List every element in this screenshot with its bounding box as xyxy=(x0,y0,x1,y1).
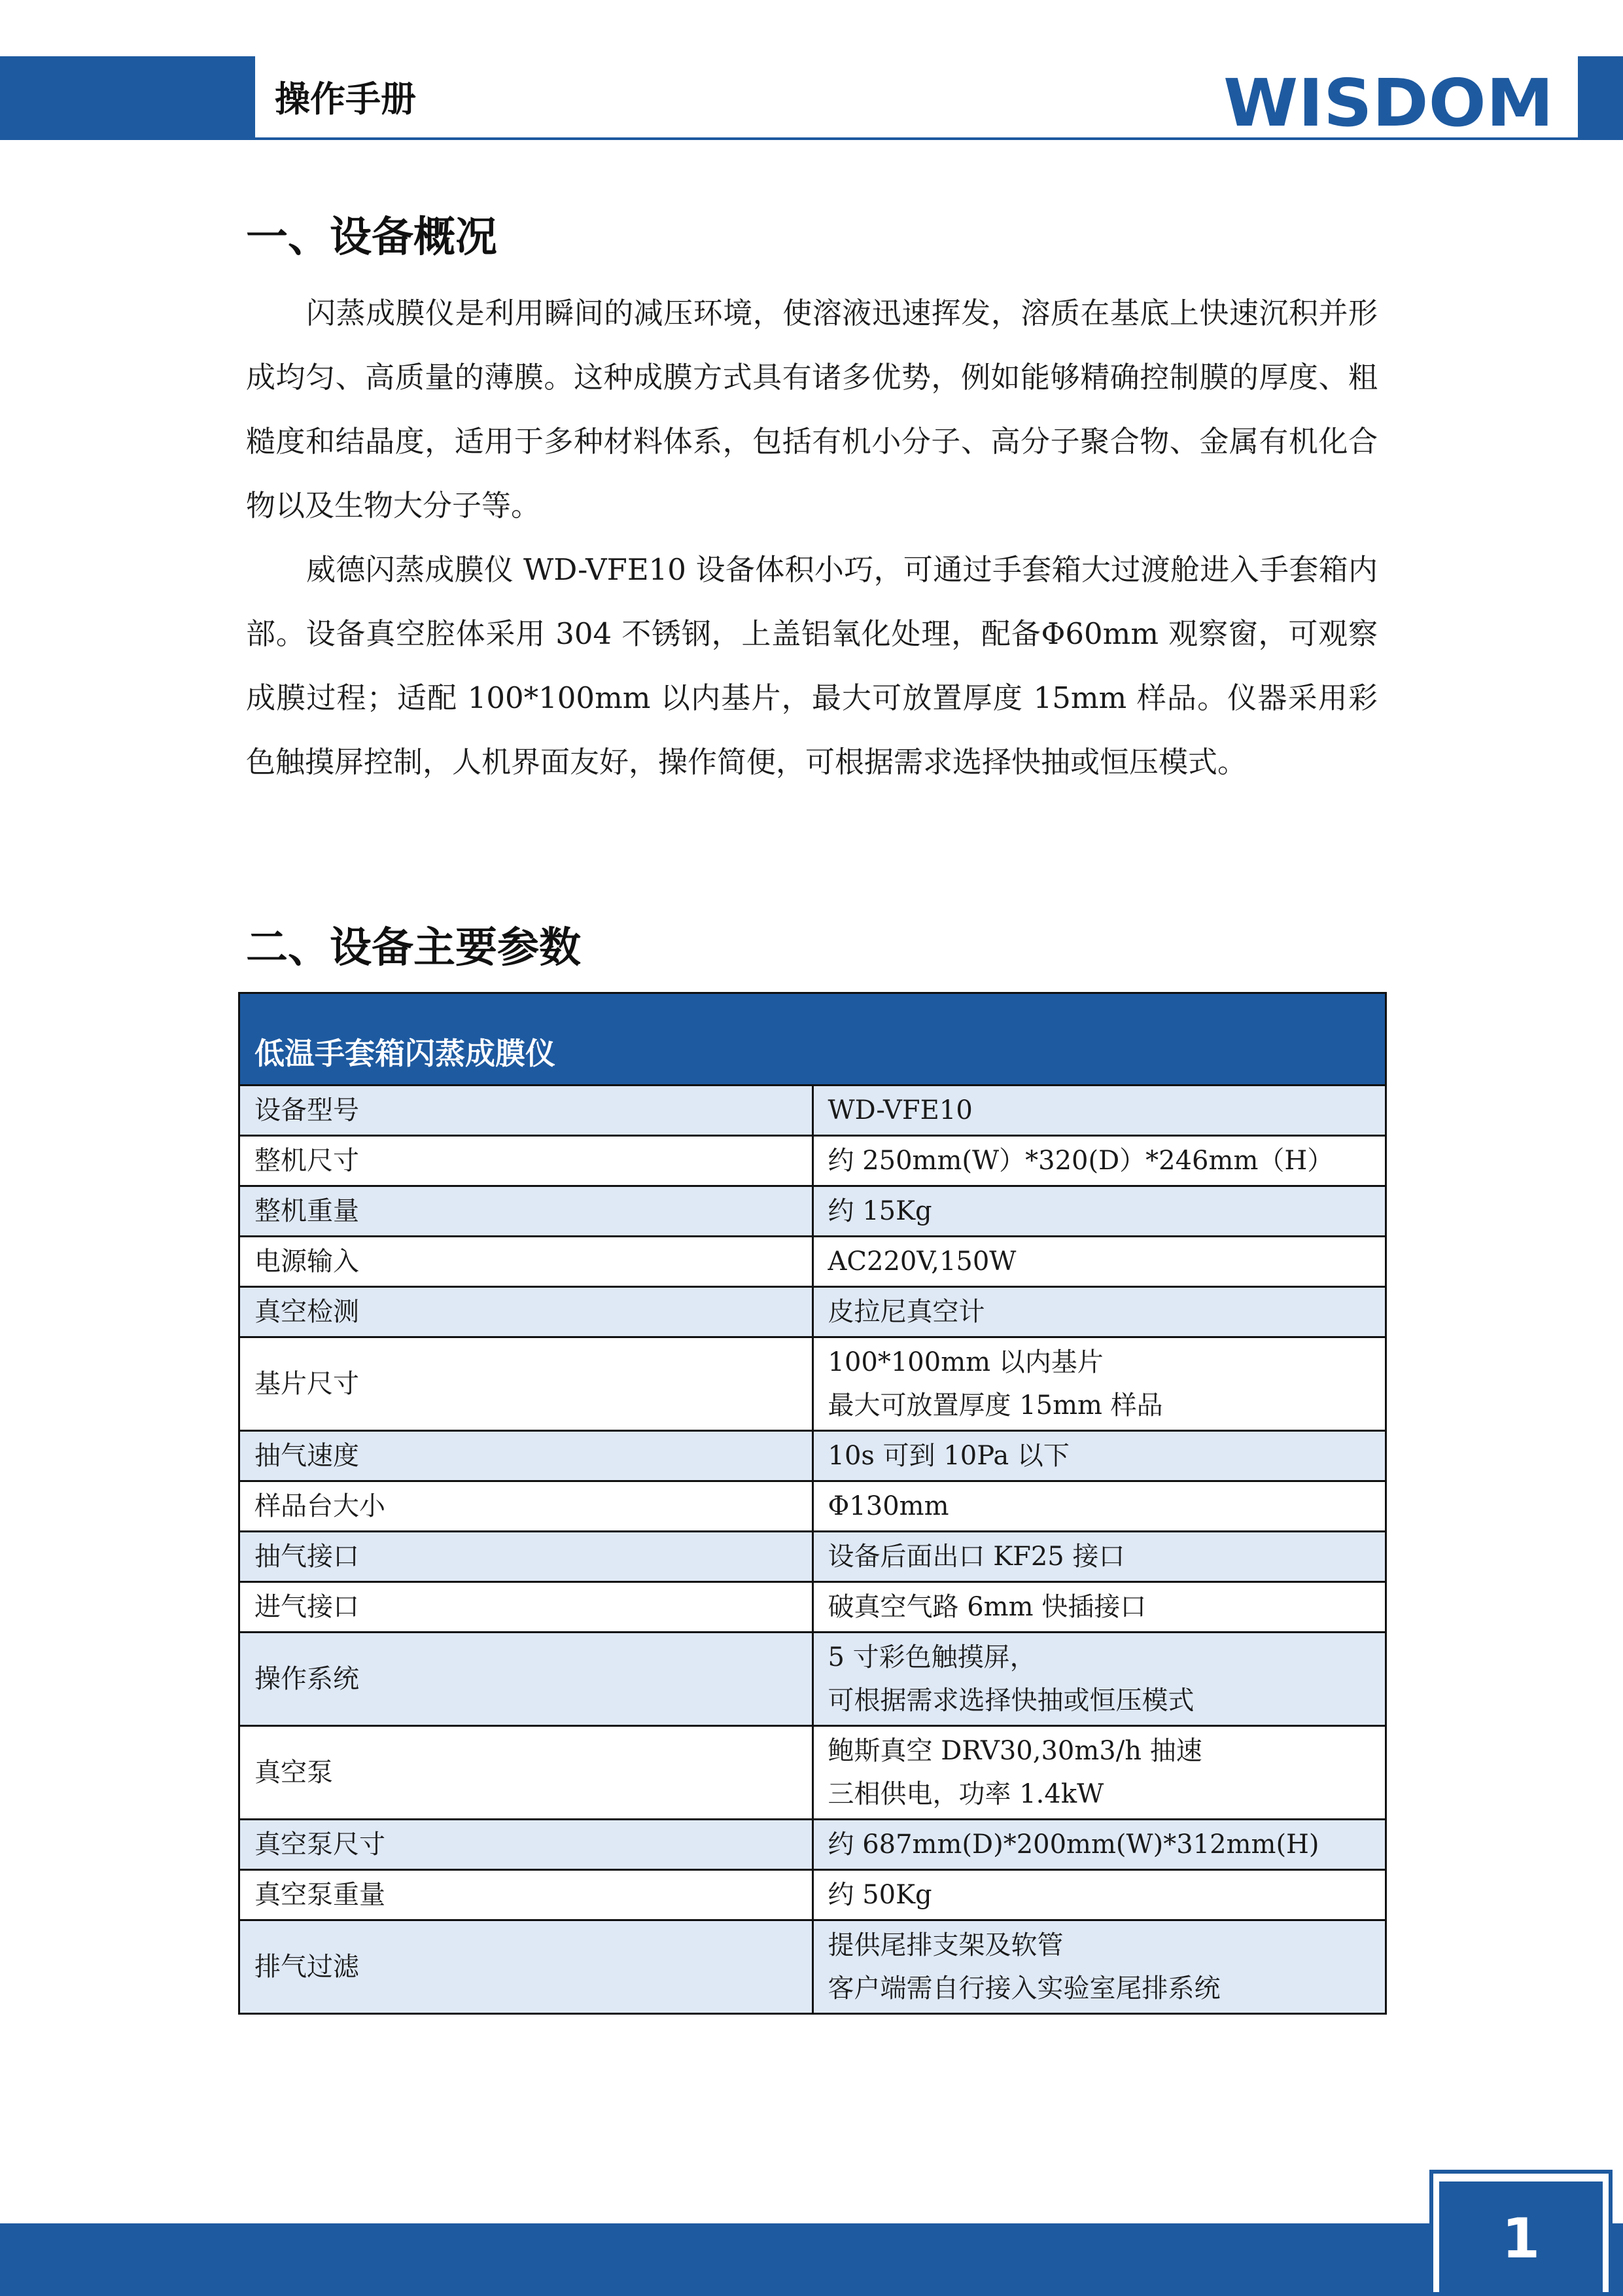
spec-value xyxy=(812,1870,1386,1920)
spec-value-line: 破真空气路 6mm 快插接口 xyxy=(828,1592,1147,1622)
spec-table-header-row xyxy=(239,993,1386,1086)
table-row xyxy=(239,1337,1386,1431)
spec-value xyxy=(812,1633,1386,1726)
spec-value xyxy=(812,1481,1386,1532)
spec-value-line: 鲍斯真空 DRV30,30m3/h 抽速 xyxy=(828,1736,1202,1766)
table-row xyxy=(239,1287,1386,1337)
spec-label: 进气接口 xyxy=(239,1582,813,1633)
spec-label: 设备型号 xyxy=(239,1086,813,1136)
table-row xyxy=(239,1136,1386,1186)
spec-value xyxy=(812,1136,1386,1186)
table-row xyxy=(239,1237,1386,1287)
page-number: 1 xyxy=(1439,2181,1603,2296)
spec-value-line: 设备后面出口 KF25 接口 xyxy=(828,1542,1125,1572)
spec-value xyxy=(812,1820,1386,1870)
spec-value xyxy=(812,1431,1386,1481)
spec-value-line: AC220V,150W xyxy=(828,1246,1017,1277)
spec-value-line: 三相供电，功率 1.4kW xyxy=(828,1779,1104,1809)
table-row xyxy=(239,1532,1386,1582)
wisdom-logo xyxy=(1223,68,1563,137)
table-row xyxy=(239,1431,1386,1481)
spec-value-line: WD-VFE10 xyxy=(828,1095,973,1125)
spec-label: 基片尺寸 xyxy=(239,1337,813,1431)
table-row xyxy=(239,1186,1386,1237)
overview-paragraph-1: 闪蒸成膜仪是利用瞬间的减压环境，使溶液迅速挥发，溶质在基底上快速沉积并形成均匀、高质量的薄膜。这种成膜方式具有诸多优势，例如能够精确控制膜的厚度、粗糙度和结晶度，适用于多种材料体系，包括有机小分子、高分子聚合物、金属有机化合物以及生物大分子等。 xyxy=(246,296,1378,523)
header-divider xyxy=(0,137,1623,140)
header-accent-bar-left xyxy=(0,56,255,140)
spec-table xyxy=(238,992,1387,2015)
spec-value xyxy=(812,1726,1386,1820)
table-row xyxy=(239,1582,1386,1633)
spec-value-line: 10s 可到 10Pa 以下 xyxy=(828,1441,1070,1471)
spec-table-title: 低温手套箱闪蒸成膜仪 xyxy=(239,993,1386,1086)
spec-value-line: Φ130mm xyxy=(828,1491,949,1521)
document-title: 操作手册 xyxy=(275,79,416,120)
header-accent-bar-right xyxy=(1578,56,1623,140)
spec-label: 排气过滤 xyxy=(239,1920,813,2014)
spec-value xyxy=(812,1186,1386,1237)
spec-value-line: 约 250mm(W）*320(D）*246mm（H） xyxy=(828,1146,1334,1176)
spec-label: 样品台大小 xyxy=(239,1481,813,1532)
table-row xyxy=(239,1820,1386,1870)
spec-value-line: 提供尾排支架及软管 xyxy=(828,1930,1064,1960)
spec-value xyxy=(812,1920,1386,2014)
spec-label: 真空检测 xyxy=(239,1287,813,1337)
spec-label: 真空泵重量 xyxy=(239,1870,813,1920)
spec-value xyxy=(812,1086,1386,1136)
spec-label: 电源输入 xyxy=(239,1237,813,1287)
spec-label: 真空泵尺寸 xyxy=(239,1820,813,1870)
spec-label: 抽气速度 xyxy=(239,1431,813,1481)
table-row xyxy=(239,1870,1386,1920)
spec-value-line: 皮拉尼真空计 xyxy=(828,1297,985,1327)
spec-value-line: 约 15Kg xyxy=(828,1196,932,1226)
spec-value xyxy=(812,1582,1386,1633)
footer-bar xyxy=(0,2223,1623,2296)
spec-value-line: 可根据需求选择快抽或恒压模式 xyxy=(828,1686,1195,1716)
spec-label: 整机尺寸 xyxy=(239,1136,813,1186)
spec-label: 整机重量 xyxy=(239,1186,813,1237)
spec-label: 操作系统 xyxy=(239,1633,813,1726)
spec-value xyxy=(812,1237,1386,1287)
spec-value-line: 约 687mm(D)*200mm(W)*312mm(H) xyxy=(828,1829,1319,1860)
spec-value xyxy=(812,1532,1386,1582)
section-heading-parameters: 二、设备主要参数 xyxy=(246,924,581,972)
table-row xyxy=(239,1726,1386,1820)
overview-paragraph-2: 威德闪蒸成膜仪 WD-VFE10 设备体积小巧，可通过手套箱大过渡舱进入手套箱内部。设备真空腔体采用 304 不锈钢，上盖铝氧化处理，配备Φ60mm 观察窗，可观察成膜过程；适配 100*100mm 以内基片，最大可放置厚度 15mm 样品。仪器采用彩色触摸屏控制，人机界面友好，操作简便，可根据需求选择快抽或恒压模式。 xyxy=(246,552,1378,779)
table-row xyxy=(239,1086,1386,1136)
spec-value-line: 最大可放置厚度 15mm 样品 xyxy=(828,1390,1163,1421)
table-row xyxy=(239,1920,1386,2014)
spec-value xyxy=(812,1287,1386,1337)
logo-wordmark: WISDOM xyxy=(1223,68,1554,137)
spec-value xyxy=(812,1337,1386,1431)
spec-value-line: 客户端需自行接入实验室尾排系统 xyxy=(828,1973,1221,2004)
spec-value-line: 100*100mm 以内基片 xyxy=(828,1347,1104,1377)
spec-value-line: 5 寸彩色触摸屏， xyxy=(828,1642,1036,1672)
spec-label: 抽气接口 xyxy=(239,1532,813,1582)
spec-value-line: 约 50Kg xyxy=(828,1880,932,1910)
table-row xyxy=(239,1633,1386,1726)
section-heading-overview: 一、设备概况 xyxy=(246,213,497,262)
table-row xyxy=(239,1481,1386,1532)
spec-label: 真空泵 xyxy=(239,1726,813,1820)
